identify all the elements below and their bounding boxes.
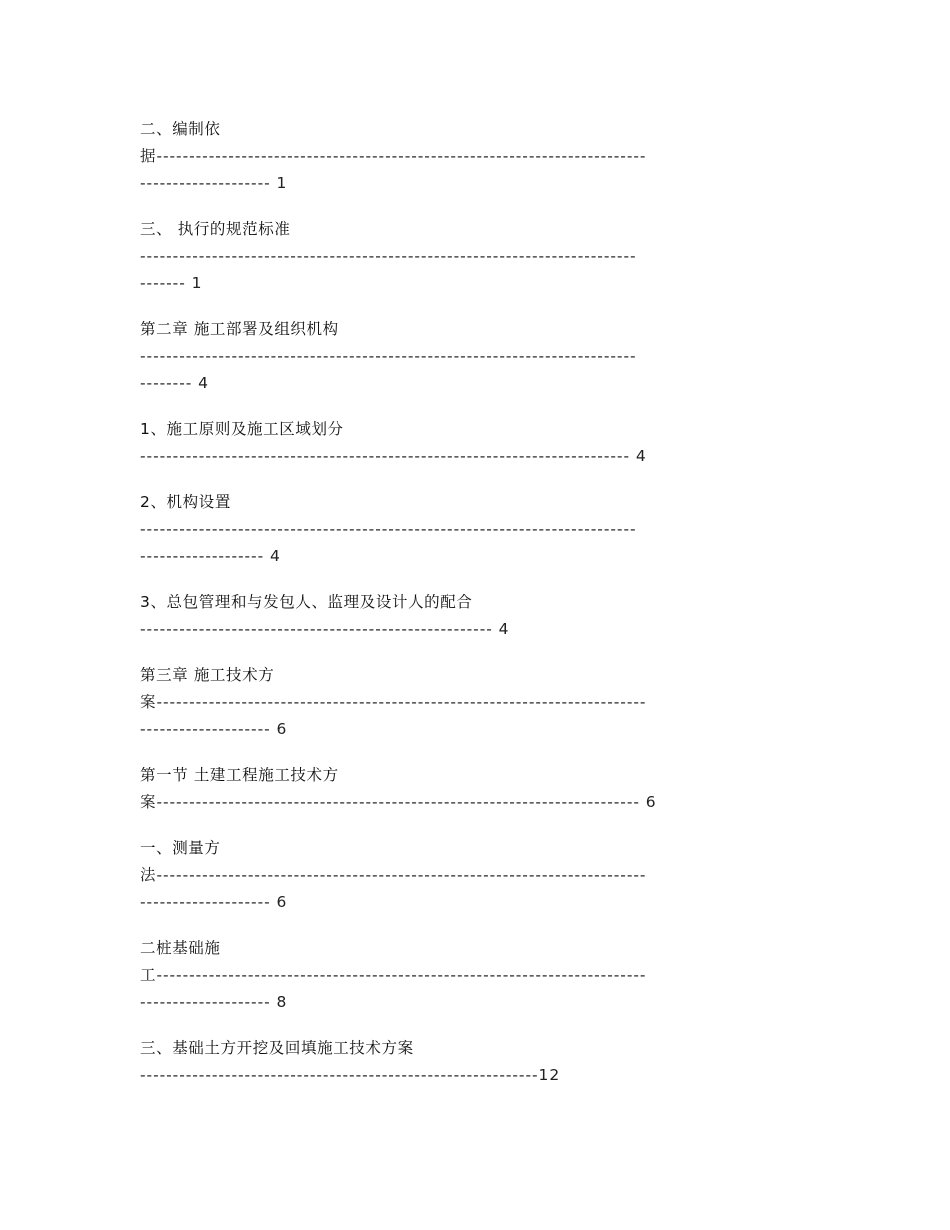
toc-leader-line: -------------------- 6	[140, 720, 288, 738]
toc-leader-line: -------------------------------------------------------------12	[140, 1066, 561, 1084]
toc-entry-text: 二、编制依	[140, 120, 221, 138]
toc-leader-line: -------- 4	[140, 374, 209, 392]
toc-leader-line: ----------------------------------------------------------------------------	[140, 347, 637, 365]
toc-entry-text: 三、 执行的规范标准	[140, 220, 291, 238]
toc-leader-line: ----------------------------------------------------------------------------	[140, 247, 637, 265]
toc-entry-text: 第三章 施工技术方	[140, 666, 275, 684]
toc-leader-line: ------------------------------------------------------ 4	[140, 620, 510, 638]
toc-leader-line: --------------------------------------------------------------------------- 4	[140, 447, 647, 465]
toc-entry-text: 3、总包管理和与发包人、监理及设计人的配合	[140, 593, 473, 611]
toc-leader-line: ------------------- 4	[140, 547, 281, 565]
toc-entry-text: 二桩基础施	[140, 939, 221, 957]
toc-leader-line: 案---------------------------------------------------------------------------	[140, 693, 647, 711]
toc-leader-line: 据---------------------------------------------------------------------------	[140, 147, 647, 165]
toc-leader-line: 案-------------------------------------------------------------------------- 6	[140, 793, 657, 811]
toc-leader-line: -------------------- 8	[140, 993, 288, 1011]
toc-entry-text: 2、机构设置	[140, 493, 231, 511]
toc-entry-text: 第一节 土建工程施工技术方	[140, 766, 339, 784]
toc-entry-text: 三、基础土方开挖及回填施工技术方案	[140, 1039, 414, 1057]
toc-leader-line: -------------------- 1	[140, 174, 288, 192]
toc-leader-line: -------------------- 6	[140, 893, 288, 911]
toc-leader-line: 法---------------------------------------------------------------------------	[140, 866, 647, 884]
toc-entry-text: 第二章 施工部署及组织机构	[140, 320, 339, 338]
toc-entry-text: 一、测量方	[140, 839, 221, 857]
toc-leader-line: ----------------------------------------------------------------------------	[140, 520, 637, 538]
toc-entry-text: 1、施工原则及施工区域划分	[140, 420, 344, 438]
toc-leader-line: ------- 1	[140, 274, 203, 292]
toc-leader-line: 工---------------------------------------------------------------------------	[140, 966, 647, 984]
